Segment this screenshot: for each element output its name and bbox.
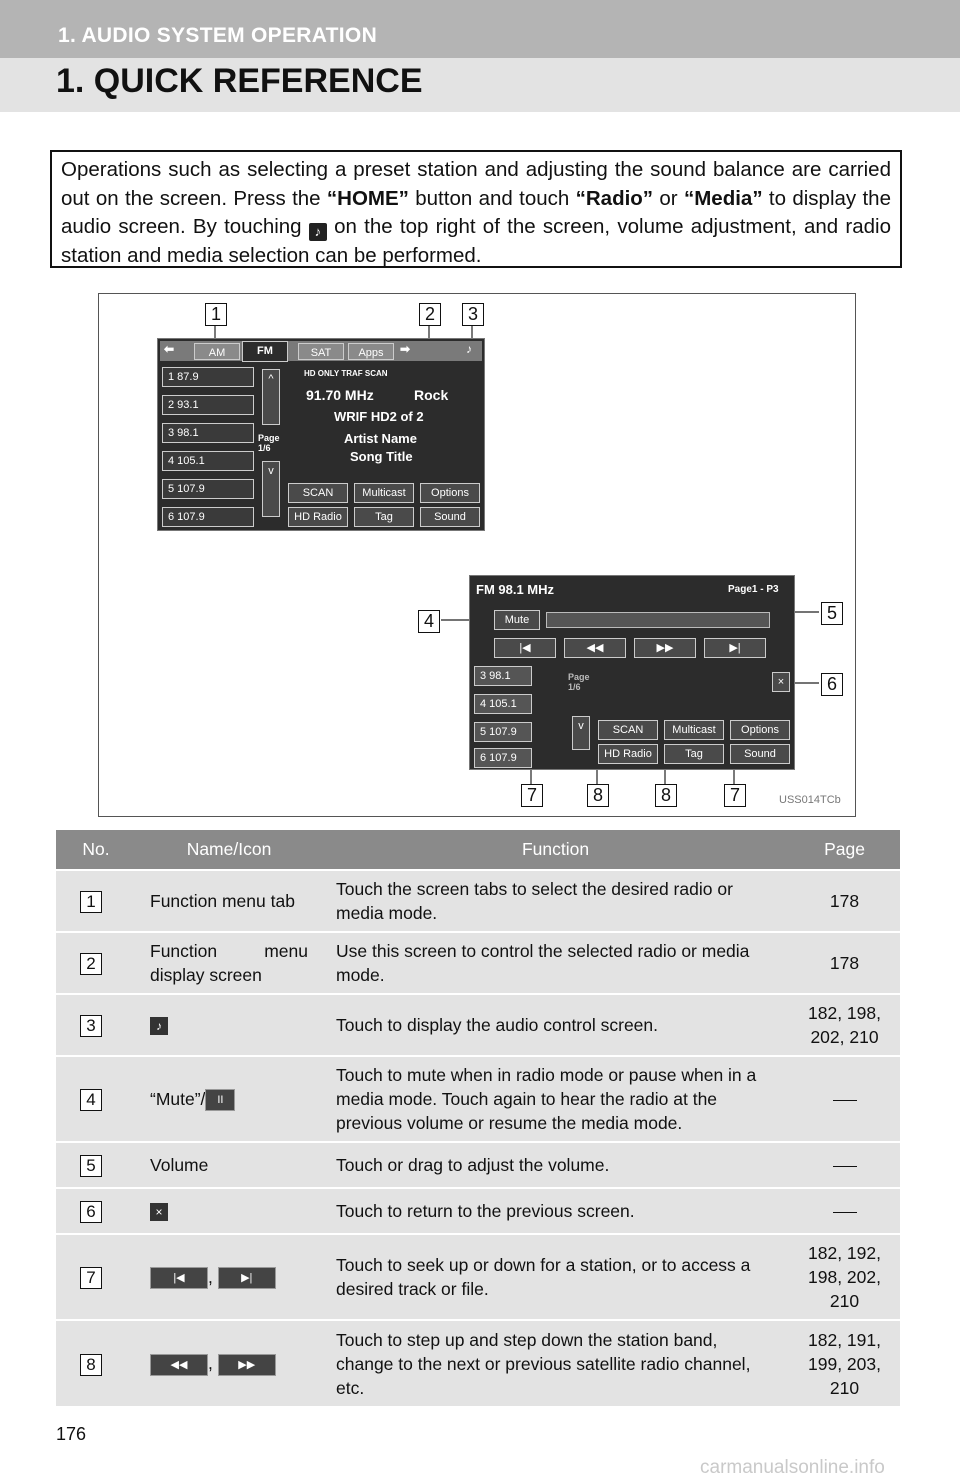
callout-6: 6 [821, 673, 843, 696]
row-number: 5 [80, 1155, 102, 1177]
music-note-icon[interactable]: ♪ [466, 342, 472, 356]
genre-text: Rock [414, 387, 449, 403]
seek-up-icon: ▶| [218, 1267, 276, 1289]
callout-1: 1 [205, 303, 227, 326]
callout-8: 8 [587, 784, 609, 807]
frequency-text: 91.70 MHz [306, 387, 374, 403]
scan-button[interactable]: SCAN [598, 720, 658, 740]
pause-icon: II [205, 1089, 235, 1111]
step-down-icon: ◀◀ [150, 1354, 208, 1376]
intro-text: on the top right of the screen, volume adjustment, and radio station and media selection can be performed. [61, 215, 891, 267]
tab-am[interactable]: AM [194, 343, 240, 360]
row-page: 182, 198, 202, 210 [789, 994, 900, 1056]
section-title: 1. AUDIO SYSTEM OPERATION [58, 24, 378, 47]
page-down-button[interactable]: v [262, 461, 280, 517]
callout-7: 7 [724, 784, 746, 807]
preset-button[interactable]: 2 93.1 [162, 395, 254, 415]
col-no: No. [56, 830, 136, 870]
col-page: Page [789, 830, 900, 870]
preset-button[interactable]: 4 105.1 [474, 694, 532, 714]
page-title: 1. QUICK REFERENCE [56, 62, 423, 100]
icon-separator: , [208, 1266, 213, 1287]
close-icon[interactable]: × [772, 672, 790, 692]
sound-button[interactable]: Sound [730, 744, 790, 764]
row-function: Use this screen to control the selected radio or media mode. [322, 932, 789, 994]
table-row [56, 1142, 900, 1188]
media-keyword: “Media” [683, 186, 763, 210]
table-row [56, 1320, 900, 1406]
preset-button[interactable]: 1 87.9 [162, 367, 254, 387]
row-number: 1 [80, 891, 102, 913]
row-function: Touch to return to the previous screen. [322, 1188, 789, 1234]
options-button[interactable]: Options [730, 720, 790, 740]
function-menu-screen [157, 338, 485, 531]
page-info-text: Page1 - P3 [728, 584, 779, 595]
close-icon: × [150, 1203, 168, 1221]
status-text: HD ONLY TRAF SCAN [304, 369, 388, 378]
seek-down-icon: |◀ [150, 1267, 208, 1289]
band-text: FM 98.1 MHz [476, 582, 555, 597]
page-indicator: Page 1/6 [568, 672, 590, 692]
row-number: 4 [80, 1089, 102, 1111]
row-number: 8 [80, 1354, 102, 1376]
hd-radio-button[interactable]: HD Radio [288, 507, 348, 527]
icon-separator: , [208, 1353, 213, 1374]
row-page [789, 1188, 900, 1234]
scan-button[interactable]: SCAN [288, 483, 348, 503]
multicast-button[interactable]: Multicast [354, 483, 414, 503]
tag-button[interactable]: Tag [664, 744, 724, 764]
row-number: 2 [80, 953, 102, 975]
step-up-icon: ▶▶ [218, 1354, 276, 1376]
seek-up-button[interactable]: ▶| [704, 638, 766, 658]
seek-down-button[interactable]: |◀ [494, 638, 556, 658]
intro-box [50, 150, 902, 268]
audio-control-screen [469, 575, 795, 770]
callout-7: 7 [521, 784, 543, 807]
dash-mark [833, 1166, 857, 1167]
preset-button[interactable]: 6 107.9 [162, 507, 254, 527]
row-function: Touch to seek up or down for a station, or to access a desired track or file. [322, 1234, 789, 1320]
preset-button[interactable]: 5 107.9 [474, 722, 532, 742]
row-page: 182, 192, 198, 202, 210 [789, 1234, 900, 1320]
page-up-button[interactable]: ^ [262, 369, 280, 425]
multicast-button[interactable]: Multicast [664, 720, 724, 740]
row-function: Touch the screen tabs to select the desired radio or media mode. [322, 870, 789, 932]
preset-button[interactable]: 3 98.1 [474, 666, 532, 686]
dash-mark [833, 1100, 857, 1101]
row-page [789, 1142, 900, 1188]
preset-button[interactable]: 6 107.9 [474, 748, 532, 768]
row-number: 3 [80, 1015, 102, 1037]
dash-mark [833, 1212, 857, 1213]
col-name: Name/Icon [136, 830, 322, 870]
page-indicator: Page 1/6 [258, 433, 280, 453]
options-button[interactable]: Options [420, 483, 480, 503]
step-up-button[interactable]: ▶▶ [634, 638, 696, 658]
forward-arrow-icon[interactable]: ➡ [400, 342, 411, 356]
table-row [56, 1188, 900, 1234]
row-page: 178 [789, 932, 900, 994]
preset-button[interactable]: 4 105.1 [162, 451, 254, 471]
hd-radio-button[interactable]: HD Radio [598, 744, 658, 764]
row-function: Touch to mute when in radio mode or pause when in a media mode. Touch again to hear the radio at the previous volume or resume the media mode. [322, 1056, 789, 1142]
back-arrow-icon[interactable]: ⬅ [164, 342, 175, 356]
sound-button[interactable]: Sound [420, 507, 480, 527]
artist-text: Artist Name [344, 431, 417, 446]
home-keyword: “HOME” [326, 186, 409, 210]
song-text: Song Title [350, 449, 413, 464]
table-header-row [56, 830, 900, 870]
callout-3: 3 [462, 303, 484, 326]
figure-code: USS014TCb [779, 794, 841, 806]
row-function: Touch or drag to adjust the volume. [322, 1142, 789, 1188]
table-row [56, 870, 900, 932]
volume-bar[interactable] [546, 612, 770, 628]
row-function: Touch to display the audio control screen. [322, 994, 789, 1056]
row-name: Function menu display screen [136, 932, 322, 994]
intro-text: to display the audio screen. By touching [61, 186, 891, 238]
page-number: 176 [56, 1424, 87, 1444]
preset-button[interactable]: 5 107.9 [162, 479, 254, 499]
reference-table [56, 830, 900, 1406]
radio-keyword: “Radio” [575, 186, 654, 210]
preset-button[interactable]: 3 98.1 [162, 423, 254, 443]
row-page: 182, 191, 199, 203, 210 [789, 1320, 900, 1406]
row-name: Volume [136, 1142, 322, 1188]
intro-text: Operations such as selecting a preset station and adjusting the sound balance are carried out on the screen. Press the [61, 158, 891, 210]
callout-4: 4 [418, 610, 440, 633]
callout-2: 2 [419, 303, 441, 326]
mute-button[interactable]: Mute [494, 610, 540, 630]
table-row [56, 932, 900, 994]
row-page [789, 1056, 900, 1142]
table-row [56, 994, 900, 1056]
page-down-button[interactable]: v [572, 716, 590, 750]
col-function: Function [322, 830, 789, 870]
row-function: Touch to step up and step down the station band, change to the next or previous satellite radio channel, etc. [322, 1320, 789, 1406]
station-text: WRIF HD2 of 2 [334, 409, 424, 424]
table-row [56, 1056, 900, 1142]
tab-apps[interactable]: Apps [348, 343, 394, 360]
audio-screen-figure [98, 293, 856, 817]
table-row [56, 1234, 900, 1320]
tab-sat[interactable]: SAT [298, 343, 344, 360]
tab-fm[interactable]: FM [242, 341, 288, 362]
music-note-icon: ♪ [309, 223, 327, 241]
row-number: 6 [80, 1201, 102, 1223]
row-name: “Mute”/ [150, 1088, 206, 1109]
callout-5: 5 [821, 602, 843, 625]
row-number: 7 [80, 1267, 102, 1289]
watermark: carmanualsonline.info [700, 1457, 885, 1478]
tag-button[interactable]: Tag [354, 507, 414, 527]
intro-text: or [653, 186, 684, 210]
row-name: Function menu tab [136, 870, 322, 932]
row-page: 178 [789, 870, 900, 932]
step-down-button[interactable]: ◀◀ [564, 638, 626, 658]
intro-text: button and touch [408, 186, 576, 210]
music-note-icon: ♪ [150, 1017, 168, 1035]
callout-8: 8 [655, 784, 677, 807]
